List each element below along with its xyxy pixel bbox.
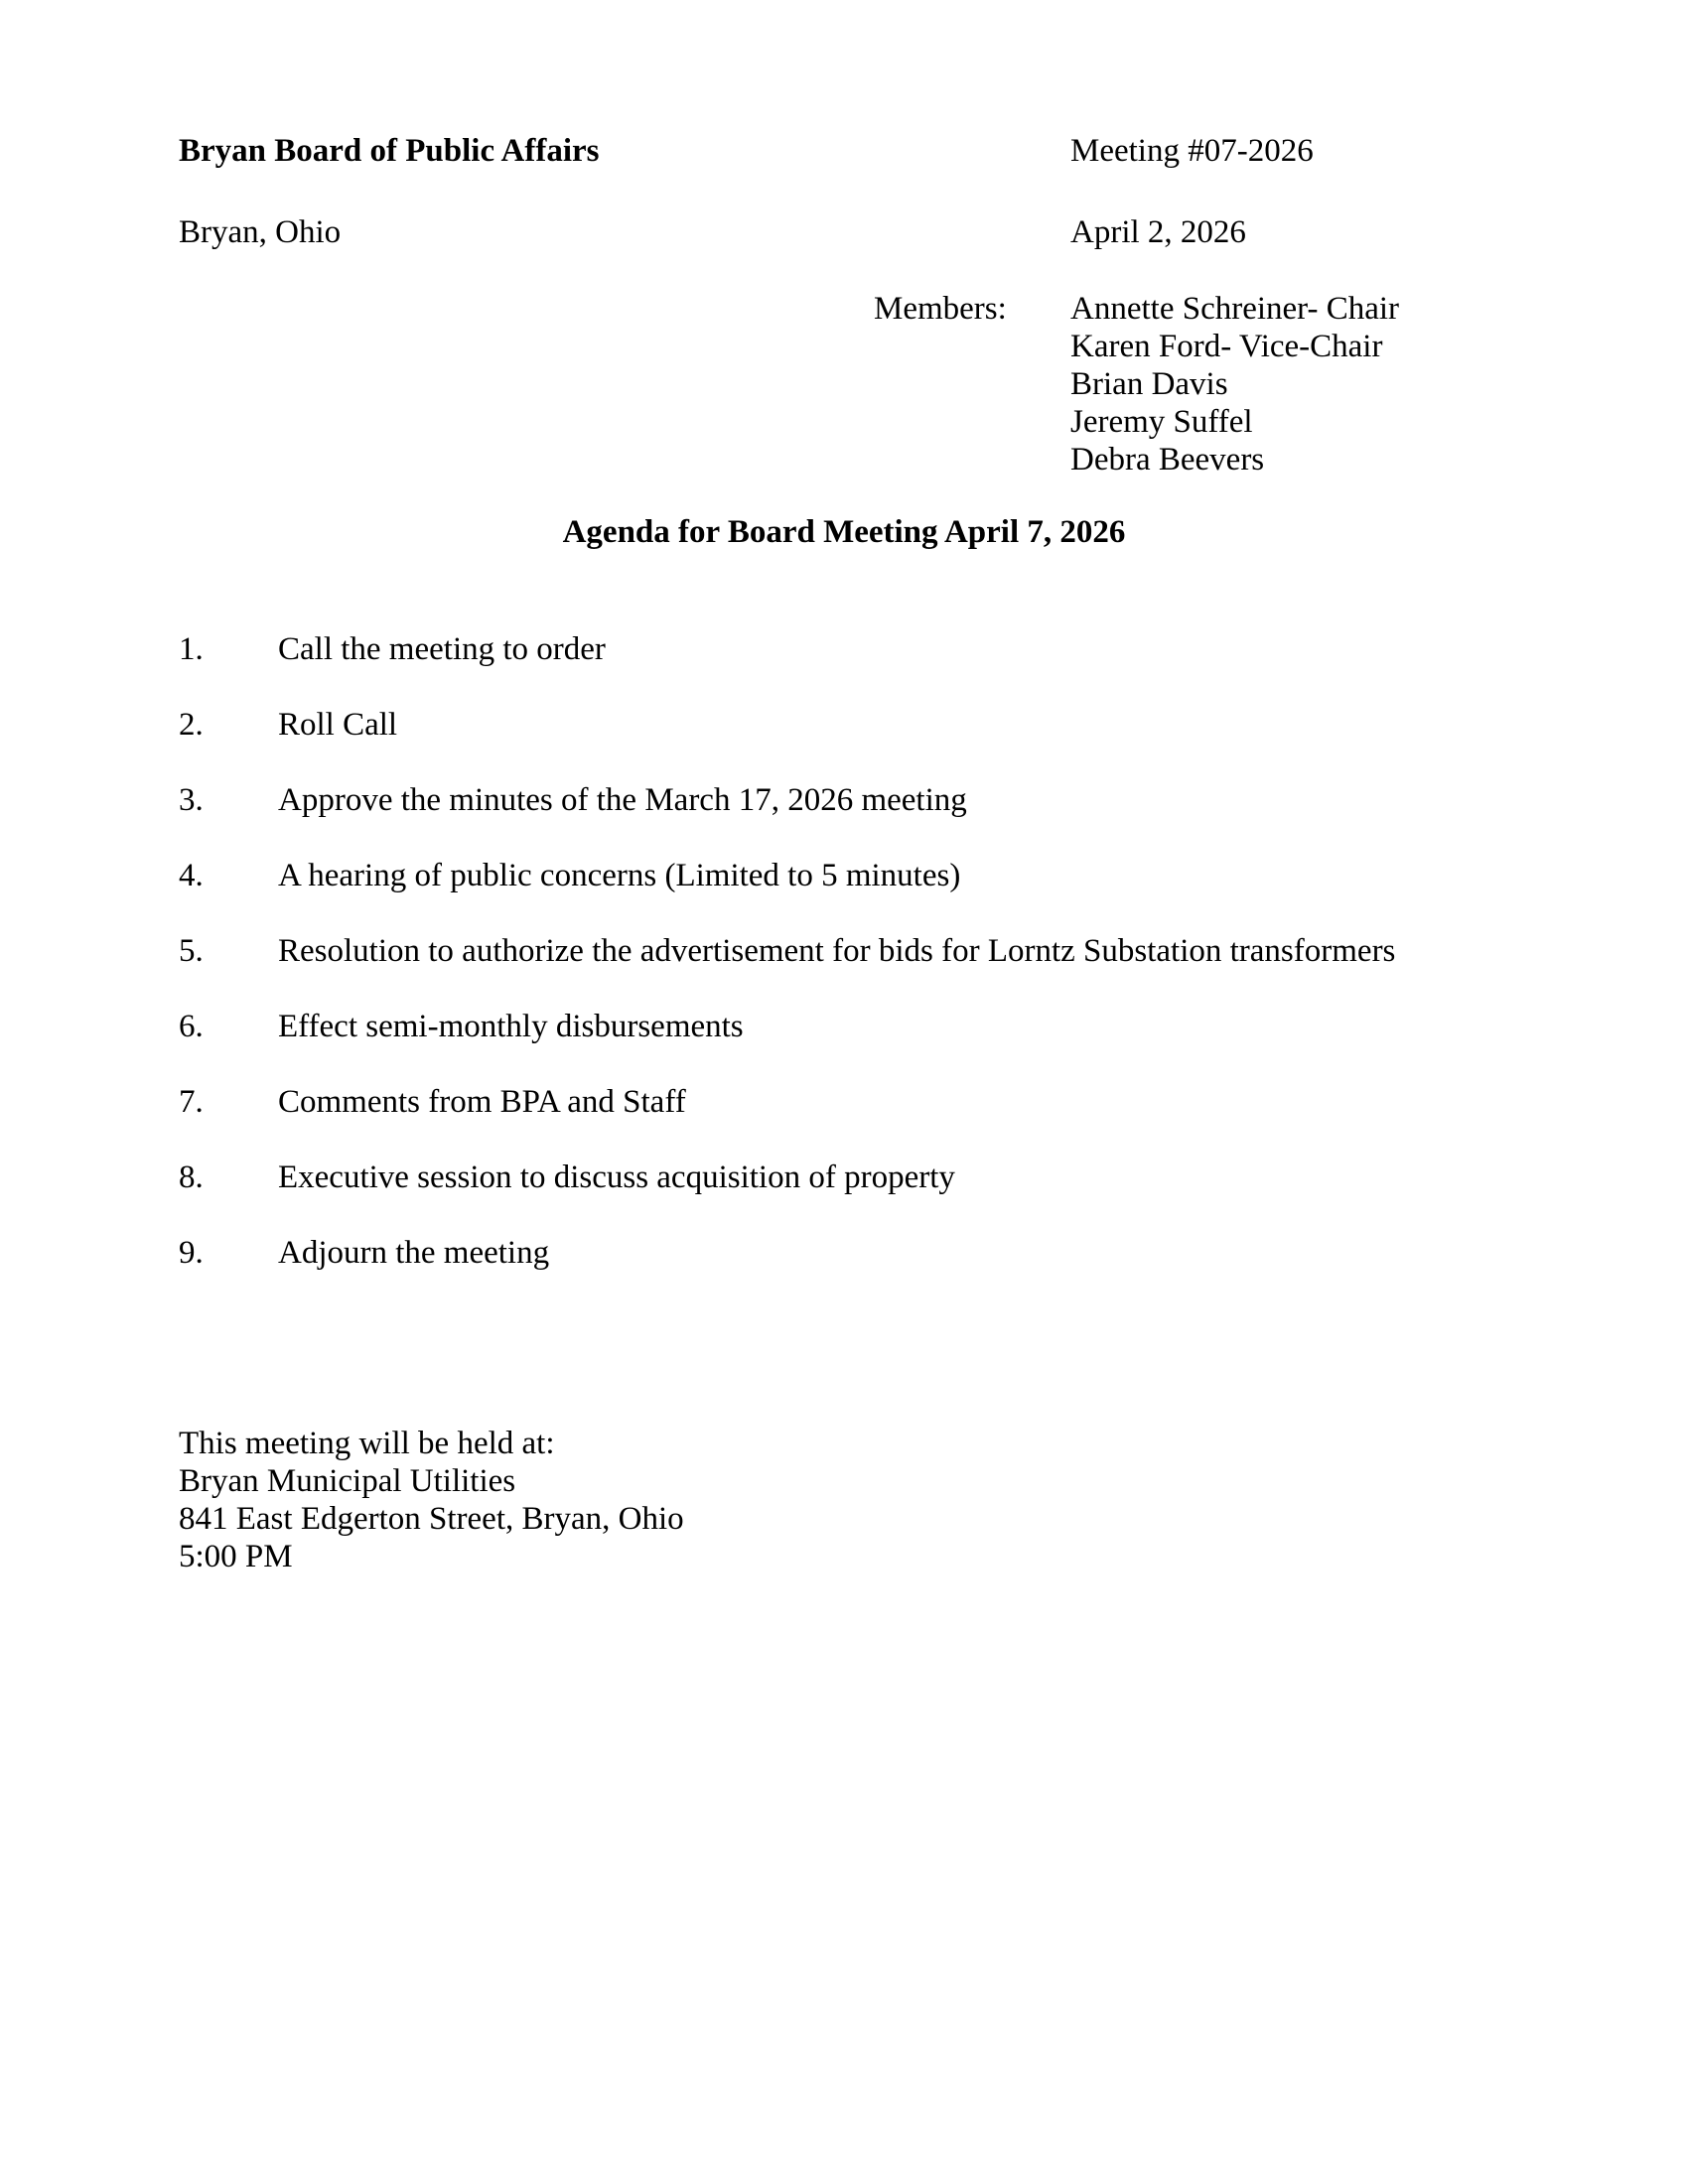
agenda-item-number: 6. (179, 1009, 204, 1044)
agenda-item-number: 4. (179, 858, 204, 893)
agenda-item-9 (179, 1234, 549, 1272)
agenda-item-2 (179, 706, 397, 744)
meeting-location (179, 1425, 684, 1575)
agenda-item-number: 7. (179, 1084, 204, 1120)
agenda-item-6 (179, 1008, 744, 1045)
agenda-title: Agenda for Board Meeting April 7, 2026 (562, 514, 1126, 550)
location-line: 841 East Edgerton Street, Bryan, Ohio (179, 1501, 684, 1537)
meeting-number: Meeting #07-2026 (1070, 133, 1314, 169)
member-name: Annette Schreiner- Chair (1070, 291, 1400, 327)
agenda-item-text: Roll Call (278, 707, 398, 743)
members-label: Members: (874, 291, 1007, 327)
agenda-item-number: 3. (179, 782, 204, 818)
agenda-item-4 (179, 857, 960, 894)
agenda-item-8 (179, 1159, 955, 1196)
agenda-item-number: 9. (179, 1235, 204, 1271)
location-line: This meeting will be held at: (179, 1426, 555, 1461)
agenda-item-number: 1. (179, 631, 204, 667)
agenda-item-5 (179, 932, 1395, 970)
agenda-item-number: 5. (179, 933, 204, 969)
member-name: Karen Ford- Vice-Chair (1070, 329, 1383, 364)
agenda-item-text: Adjourn the meeting (278, 1235, 550, 1271)
agenda-item-7 (179, 1083, 686, 1121)
org-name: Bryan Board of Public Affairs (179, 133, 600, 169)
members-list (1070, 290, 1399, 478)
meeting-date: April 2, 2026 (1070, 214, 1246, 250)
member-name: Brian Davis (1070, 366, 1228, 402)
agenda-item-text: Resolution to authorize the advertisement for bids for Lorntz Substation transformers (278, 933, 1396, 969)
agenda-item-text: Executive session to discuss acquisition of property (278, 1160, 955, 1195)
location-line: 5:00 PM (179, 1539, 293, 1574)
org-city: Bryan, Ohio (179, 214, 342, 250)
member-name: Debra Beevers (1070, 442, 1265, 478)
agenda-item-text: A hearing of public concerns (Limited to 5 minutes) (278, 858, 961, 893)
location-line: Bryan Municipal Utilities (179, 1463, 516, 1499)
member-name: Jeremy Suffel (1070, 404, 1253, 440)
agenda-item-text: Comments from BPA and Staff (278, 1084, 686, 1120)
agenda-item-number: 8. (179, 1160, 204, 1195)
agenda-item-text: Effect semi-monthly disbursements (278, 1009, 744, 1044)
agenda-item-text: Call the meeting to order (278, 631, 606, 667)
agenda-item-3 (179, 781, 967, 819)
agenda-item-text: Approve the minutes of the March 17, 2026 meeting (278, 782, 967, 818)
agenda-item-number: 2. (179, 707, 204, 743)
agenda-item-1 (179, 630, 606, 668)
